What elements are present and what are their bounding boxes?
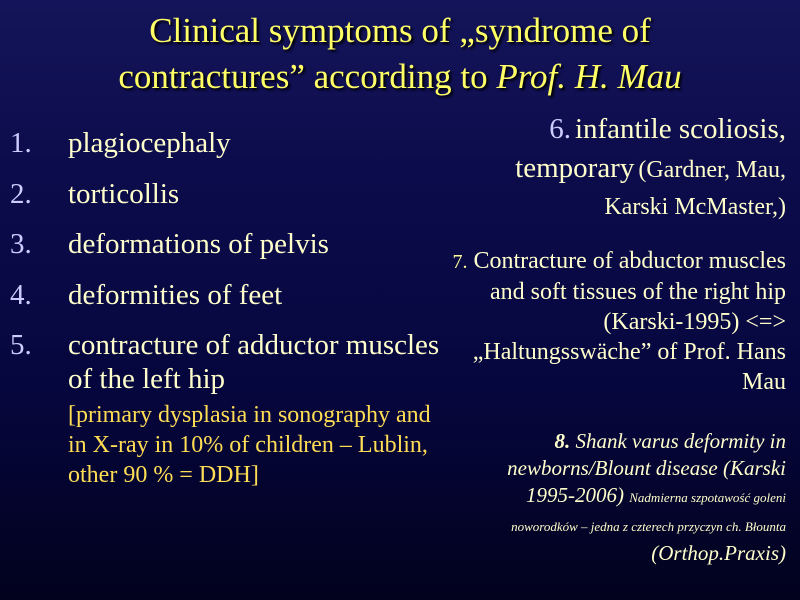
list-item-text: torticollis xyxy=(68,178,180,210)
list-item xyxy=(10,126,440,160)
item-8-text: Shank varus deformity in newborns/Blount disease (Karski 1995-2006) xyxy=(507,429,786,507)
slide-title xyxy=(20,8,780,100)
list-item-number: 5. xyxy=(10,329,32,361)
list-item xyxy=(10,328,440,490)
list-item-text: deformations of pelvis xyxy=(68,228,329,260)
list-item xyxy=(10,278,440,312)
title-line-2-prefix: contractures” according to xyxy=(118,57,497,96)
list-item-number: 2. xyxy=(10,178,32,210)
item-8-source: (Orthop.Praxis) xyxy=(651,541,786,565)
item-6-number: 6. xyxy=(549,113,571,145)
list-item-number: 1. xyxy=(10,127,32,159)
list-item-text: plagiocephaly xyxy=(68,127,231,159)
item-7-text: Contracture of abductor muscles and soft tissues of the right hip (Karski-1995) <=> „Haltungsswäche” of Prof. Hans Mau xyxy=(472,248,786,395)
list-item xyxy=(10,227,440,261)
item-8-number: 8. xyxy=(554,429,571,453)
list-item-number: 3. xyxy=(10,228,32,260)
item-6-text: infantile scoliosis, temporary xyxy=(515,113,786,184)
item-6 xyxy=(456,112,786,227)
list-item-text: deformities of feet xyxy=(68,279,283,311)
item-8-polish-note: Nadmierna szpotawość goleni noworodków – jedna z czterech przyczyn ch. Błounta xyxy=(511,490,786,534)
symptom-list xyxy=(10,126,440,490)
item-6-reference: (Gardner, Mau, Karski McMaster,) xyxy=(604,157,786,220)
list-item xyxy=(10,177,440,211)
item-7 xyxy=(441,246,786,397)
title-line-2 xyxy=(20,54,780,100)
item-7-number: 7. xyxy=(452,251,468,273)
item-8 xyxy=(466,428,786,567)
title-line-1: Clinical symptoms of „syndrome of xyxy=(149,11,651,50)
list-item-text: contracture of adductor muscles of the left hip xyxy=(68,329,440,395)
list-item-number: 4. xyxy=(10,279,32,311)
title-line-2-author: Prof. H. Mau xyxy=(496,57,682,96)
list-item-note: [primary dysplasia in sonography and in X-ray in 10% of children – Lublin, other 90 % = DDH] xyxy=(68,402,431,488)
